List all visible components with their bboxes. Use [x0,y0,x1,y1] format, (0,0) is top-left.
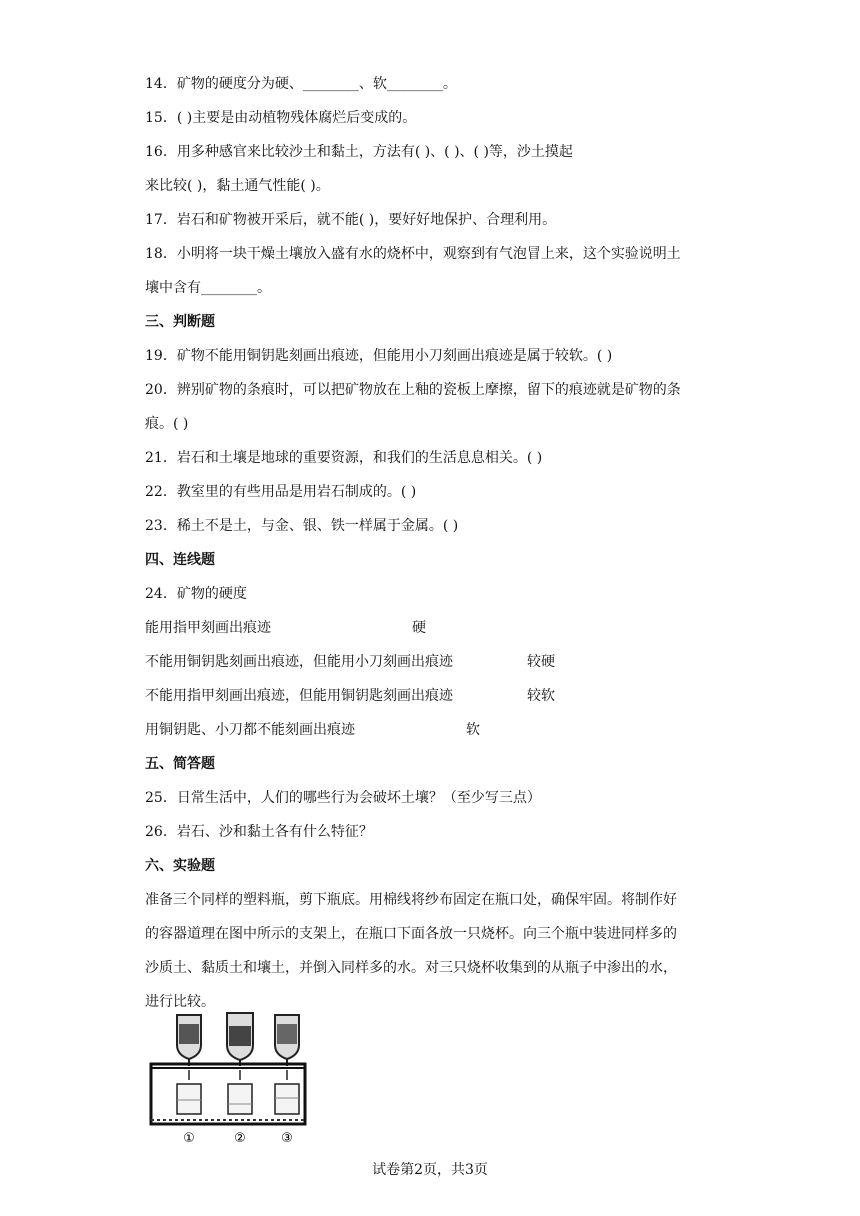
beaker-1 [177,1070,201,1114]
q18-line2: 壤中含有________。 [145,280,271,296]
section-title-judgement: 三、判断题 [145,314,215,330]
q21: 21．岩石和土壤是地球的重要资源，和我们的生活息息相关。( ) [145,450,543,466]
figure-label-1: ① [183,1131,195,1146]
experiment-figure [143,1010,308,1150]
section-title-experiment: 六、实验题 [145,858,215,874]
q18-line1: 18．小明将一块干燥土壤放入盛有水的烧杯中，观察到有气泡冒上来，这个实验说明土 [145,246,681,262]
q16-line2: 来比较( )，黏土通气性能( )。 [145,178,330,194]
q24: 24．矿物的硬度 [145,586,247,602]
q20-line2: 痕。( ) [145,416,189,432]
bottle-2 [227,1013,253,1066]
q23: 23．稀土不是土，与金、银、铁一样属于金属。( ) [145,518,459,534]
section-title-short-answer: 五、简答题 [145,756,215,772]
page-footer: 试卷第2页，共3页 [372,1162,488,1178]
match-left-3: 不能用指甲刻画出痕迹，但能用铜钥匙刻画出痕迹 [145,688,453,704]
experiment-illustration [143,1010,308,1150]
q16-line1: 16．用多种感官来比较沙土和黏土，方法有( )、( )、( )等，沙土摸起 [145,144,573,160]
match-left-1: 能用指甲刻画出痕迹 [145,620,271,636]
experiment-para-2: 的容器道理在图中所示的支架上，在瓶口下面各放一只烧杯。向三个瓶中装进同样多的 [145,926,677,942]
q25: 25．日常生活中，人们的哪些行为会破坏土壤？（至少写三点） [145,790,541,806]
q19: 19．矿物不能用铜钥匙刻画出痕迹，但能用小刀刻画出痕迹是属于较软。( ) [145,348,613,364]
experiment-para-4: 进行比较。 [145,994,215,1010]
section-title-matching: 四、连线题 [145,552,215,568]
match-right-4: 软 [466,722,480,738]
bottle-3 [275,1015,299,1066]
q14: 14．矿物的硬度分为硬、________、软________。 [145,76,457,92]
q17: 17．岩石和矿物被开采后，就不能( )，要好好地保护、合理利用。 [145,212,557,228]
beaker-2 [228,1070,252,1114]
q20-line1: 20．辨别矿物的条痕时，可以把矿物放在上釉的瓷板上摩擦，留下的痕迹就是矿物的条 [145,382,681,398]
experiment-para-3: 沙质土、黏质土和壤土，并倒入同样多的水。对三只烧杯收集到的从瓶子中渗出的水， [145,960,677,976]
figure-label-3: ③ [281,1131,293,1146]
match-left-2: 不能用铜钥匙刻画出痕迹，但能用小刀刻画出痕迹 [145,654,453,670]
figure-label-2: ② [234,1131,246,1146]
match-right-3: 较软 [527,688,555,704]
q26: 26．岩石、沙和黏土各有什么特征？ [145,824,373,840]
experiment-para-1: 准备三个同样的塑料瓶，剪下瓶底。用棉线将纱布固定在瓶口处，确保牢固。将制作好 [145,892,677,908]
bottle-1 [177,1015,201,1066]
match-right-2: 较硬 [527,654,555,670]
match-left-4: 用铜钥匙、小刀都不能刻画出痕迹 [145,722,355,738]
q22: 22．教室里的有些用品是用岩石制成的。( ) [145,484,417,500]
q15: 15．( )主要是由动植物残体腐烂后变成的。 [145,110,417,126]
beaker-3 [275,1070,299,1114]
match-right-1: 硬 [412,620,426,636]
